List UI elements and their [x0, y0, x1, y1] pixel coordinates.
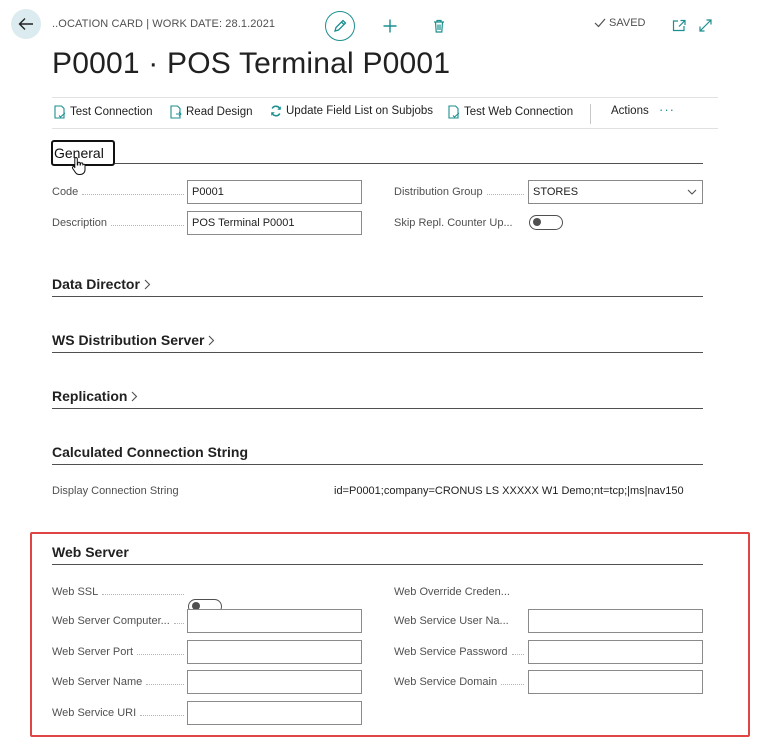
page-title: P0001 · POS Terminal P0001 [52, 47, 451, 80]
data-director-section-header[interactable] [52, 276, 151, 292]
checkmark-icon [594, 18, 606, 28]
chevron-right-icon [144, 279, 151, 290]
document-arrow-icon [170, 105, 182, 119]
web-server-computer-label: Web Server Computer... [52, 615, 184, 627]
action-separator [590, 104, 591, 124]
description-input[interactable]: POS Terminal P0001 [187, 211, 362, 235]
distribution-group-label: Distribution Group [394, 186, 524, 198]
document-check-icon [448, 105, 460, 119]
web-server-divider [52, 564, 703, 565]
web-service-user-name-label: Web Service User Na... [394, 615, 509, 627]
more-options-button[interactable] [659, 102, 675, 117]
display-connection-string-label: Display Connection String [52, 485, 179, 497]
chevron-right-icon [208, 335, 215, 346]
test-web-connection-label: Test Web Connection [464, 106, 574, 118]
description-label: Description [52, 217, 184, 229]
popout-icon [672, 19, 686, 32]
page-caption: ..OCATION CARD | WORK DATE: 28.1.2021 [52, 18, 276, 30]
web-service-user-name-input[interactable] [528, 609, 703, 633]
expand-button[interactable] [696, 16, 714, 34]
web-service-domain-label: Web Service Domain [394, 676, 524, 688]
code-label: Code [52, 186, 184, 198]
general-title: General [54, 145, 104, 161]
pencil-icon [333, 19, 347, 33]
ws-distribution-server-title: WS Distribution Server [52, 332, 205, 348]
chevron-right-icon [131, 391, 138, 402]
general-divider [115, 163, 703, 164]
web-server-port-input[interactable] [187, 640, 362, 664]
web-service-uri-label: Web Service URI [52, 707, 184, 719]
test-connection-label: Test Connection [70, 106, 153, 118]
edit-button[interactable] [325, 11, 355, 41]
plus-icon [383, 19, 397, 33]
update-field-list-action[interactable] [270, 105, 433, 117]
expand-icon [699, 19, 712, 32]
web-server-title: Web Server [52, 544, 129, 560]
data-director-title: Data Director [52, 276, 140, 292]
hand-cursor-icon [71, 156, 87, 176]
calculated-connection-section-header[interactable] [52, 444, 248, 460]
calculated-connection-divider [52, 464, 703, 465]
web-service-uri-input[interactable] [187, 701, 362, 725]
saved-status [594, 17, 645, 29]
replication-title: Replication [52, 388, 128, 404]
skip-repl-label: Skip Repl. Counter Up... [394, 217, 513, 229]
web-override-credentials-label: Web Override Creden... [394, 586, 510, 598]
display-connection-string-value: id=P0001;company=CRONUS LS XXXXX W1 Demo;nt=tcp;|ms|nav150 [334, 485, 684, 497]
new-button[interactable] [378, 14, 402, 38]
test-web-connection-action[interactable] [448, 105, 573, 119]
web-ssl-label: Web SSL [52, 586, 184, 598]
web-service-password-label: Web Service Password [394, 646, 524, 658]
calculated-connection-title: Calculated Connection String [52, 444, 249, 460]
web-server-section-header[interactable] [52, 544, 129, 560]
replication-section-header[interactable] [52, 388, 138, 404]
read-design-action[interactable] [170, 105, 252, 119]
action-bar [52, 97, 718, 129]
skip-repl-toggle[interactable] [529, 215, 563, 230]
document-check-icon [54, 105, 66, 119]
ws-distribution-server-divider [52, 352, 703, 353]
distribution-group-select[interactable] [528, 180, 703, 204]
web-server-computer-input[interactable] [187, 609, 362, 633]
data-director-divider [52, 296, 703, 297]
replication-divider [52, 408, 703, 409]
actions-menu-label: Actions [611, 105, 649, 117]
test-connection-action[interactable] [54, 105, 152, 119]
arrow-left-icon [18, 17, 34, 31]
web-server-name-label: Web Server Name [52, 676, 184, 688]
read-design-label: Read Design [186, 106, 253, 118]
saved-label: SAVED [609, 17, 646, 29]
refresh-icon [270, 105, 282, 117]
more-icon: ··· [659, 102, 675, 117]
delete-button[interactable] [428, 14, 450, 38]
trash-icon [433, 19, 445, 33]
ws-distribution-server-section-header[interactable] [52, 332, 215, 348]
open-in-new-window-button[interactable] [670, 16, 688, 34]
distribution-group-value: STORES [533, 186, 579, 198]
web-service-password-input[interactable] [528, 640, 703, 664]
update-field-list-label: Update Field List on Subjobs [286, 105, 434, 117]
code-input[interactable]: P0001 [187, 180, 362, 204]
back-button[interactable] [11, 9, 41, 39]
web-server-name-input[interactable] [187, 670, 362, 694]
actions-menu[interactable] [611, 105, 649, 117]
web-server-port-label: Web Server Port [52, 646, 184, 658]
chevron-down-icon [687, 189, 697, 195]
web-service-domain-input[interactable] [528, 670, 703, 694]
